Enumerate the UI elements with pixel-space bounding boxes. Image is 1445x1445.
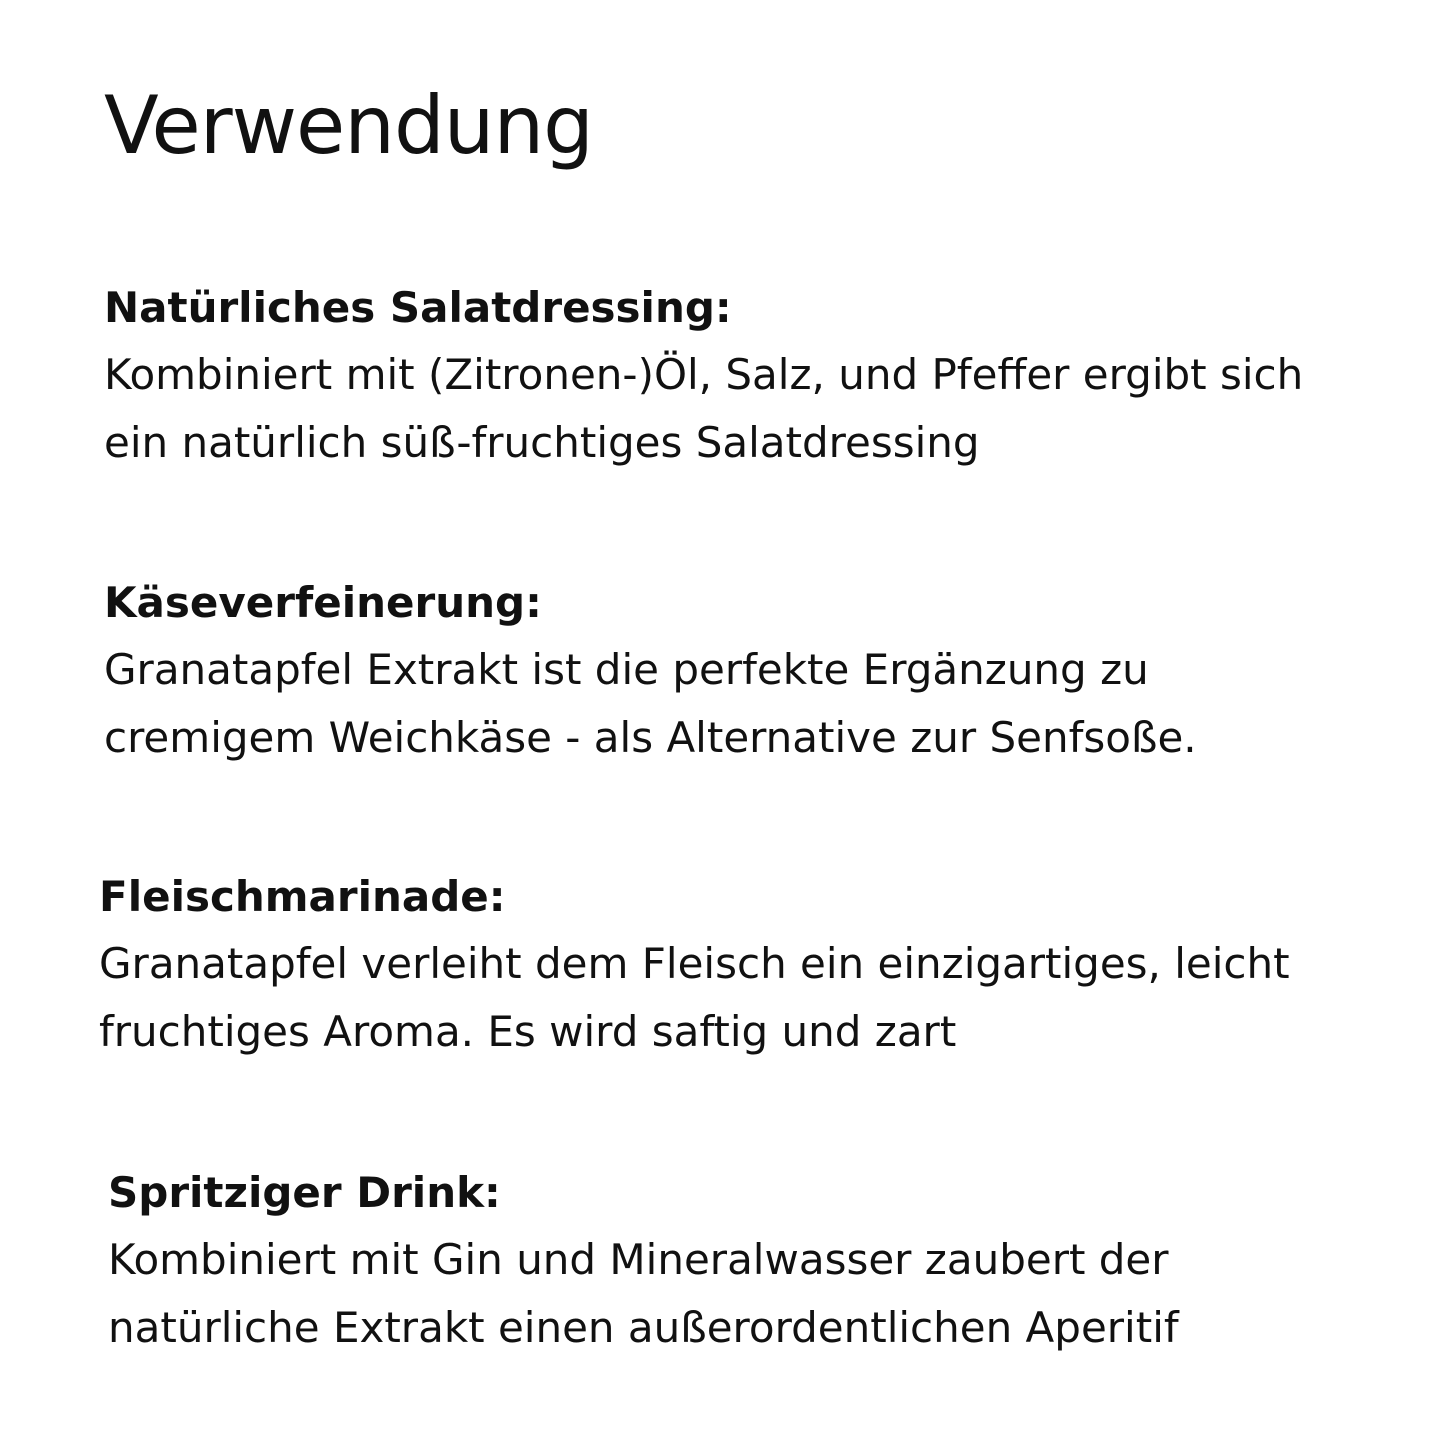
section-heading: Käseverfeinerung: bbox=[104, 578, 542, 627]
section-heading: Natürliches Salatdressing: bbox=[104, 283, 732, 332]
section-text bbox=[108, 1226, 1408, 1362]
section-text-line: Granatapfel verleiht dem Fleisch ein einzigartiges, leicht bbox=[99, 939, 1290, 988]
section-text-line: fruchtiges Aroma. Es wird saftig und zart bbox=[99, 1007, 957, 1056]
section-text-line: Kombiniert mit (Zitronen-)Öl, Salz, und Pfeffer ergibt sich bbox=[104, 350, 1304, 399]
section-text bbox=[99, 930, 1399, 1066]
section-drink bbox=[108, 1160, 1408, 1362]
section-cheese bbox=[104, 570, 1404, 772]
page-title: Verwendung bbox=[104, 79, 593, 172]
section-text-line: Kombiniert mit Gin und Mineralwasser zaubert der bbox=[108, 1235, 1169, 1284]
section-salad-dressing bbox=[104, 275, 1404, 477]
section-heading: Fleischmarinade: bbox=[99, 872, 506, 921]
section-text-line: Granatapfel Extrakt ist die perfekte Ergänzung zu bbox=[104, 645, 1149, 694]
section-text-line: cremigem Weichkäse - als Alternative zur Senfsoße. bbox=[104, 713, 1197, 762]
section-heading: Spritziger Drink: bbox=[108, 1168, 501, 1217]
section-text bbox=[104, 636, 1404, 772]
section-text-line: natürliche Extrakt einen außerordentlichen Aperitif bbox=[108, 1303, 1179, 1352]
section-text bbox=[104, 341, 1404, 477]
section-meat-marinade bbox=[99, 864, 1399, 1066]
section-text-line: ein natürlich süß-fruchtiges Salatdressing bbox=[104, 418, 980, 467]
